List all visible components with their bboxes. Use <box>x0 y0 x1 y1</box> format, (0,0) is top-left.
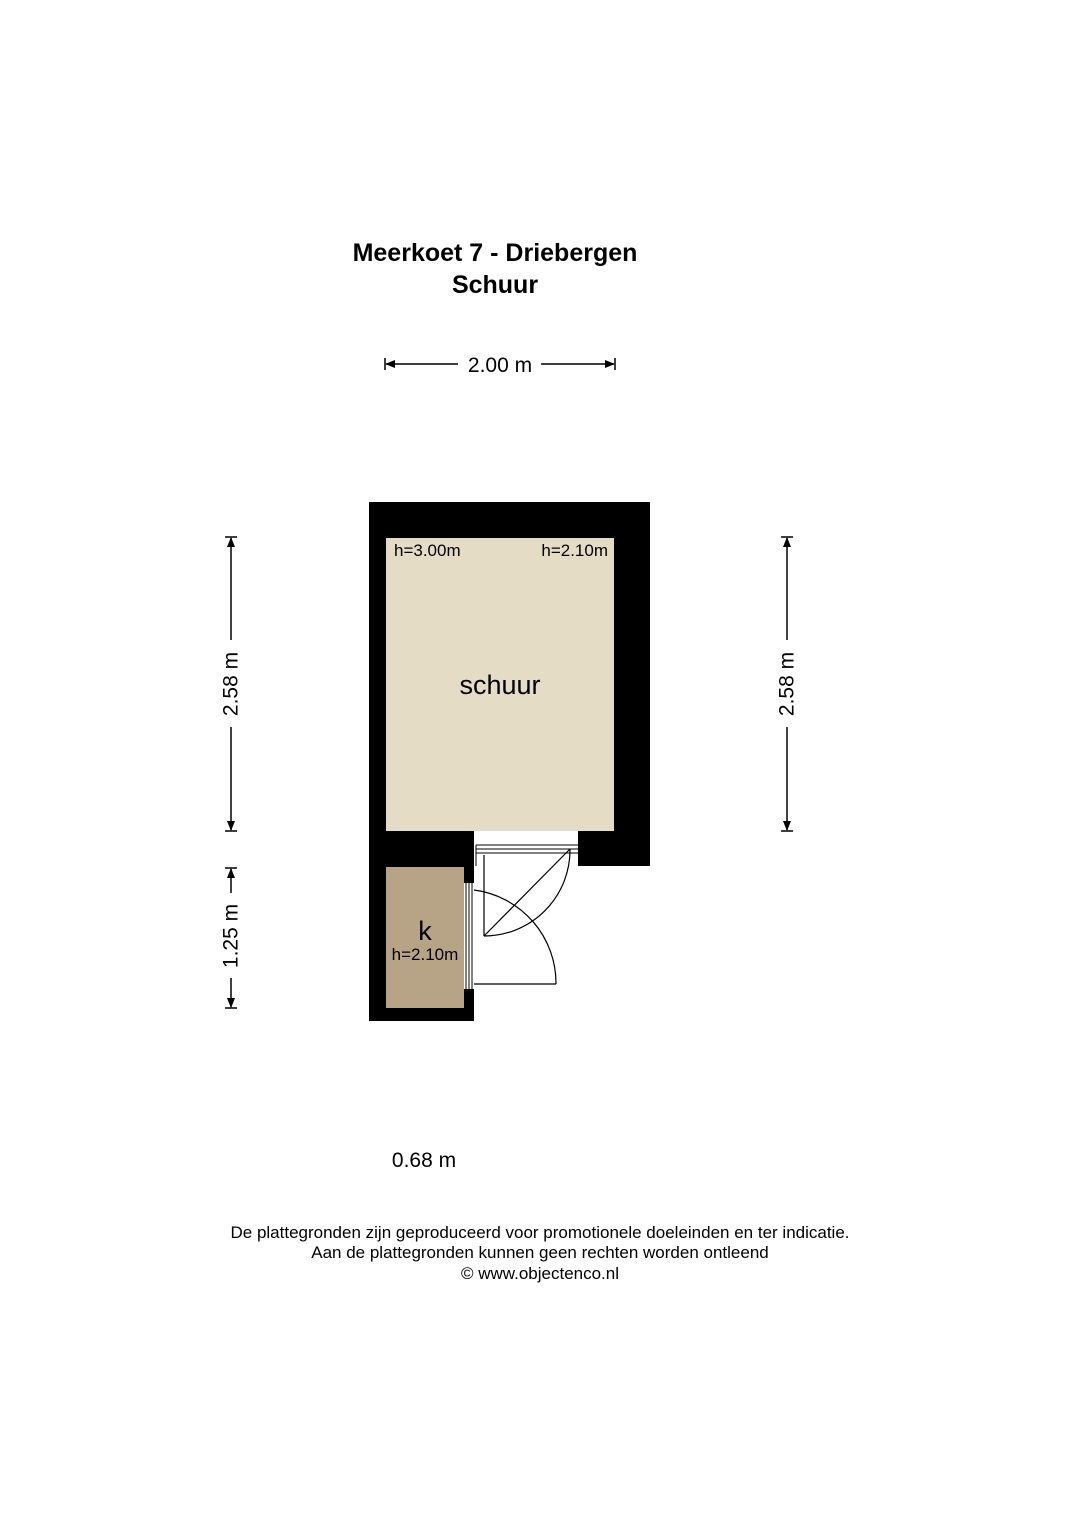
dimension-left-lower <box>220 868 243 1008</box>
dimension-top <box>385 354 615 377</box>
dimension-top-label: 2.00 m <box>467 354 533 377</box>
room-k-height: h=2.10m <box>391 945 459 964</box>
dimension-right-label: 2.58 m <box>775 651 799 717</box>
dimension-bottom-label: 0.68 m <box>391 1149 457 1172</box>
dimension-left-upper <box>220 537 243 831</box>
copyright-line: © www.objectenco.nl <box>460 1264 620 1283</box>
door-swings <box>474 849 570 984</box>
room-schuur-height-left: h=3.00m <box>394 541 461 560</box>
dimension-left-upper-label: 2.58 m <box>219 651 243 717</box>
room-schuur-label: schuur <box>459 670 541 700</box>
disclaimer-line-2: Aan de plattegronden kunnen geen rechten worden ontleend <box>311 1243 769 1262</box>
room-k-label: k <box>418 916 432 946</box>
dimension-right <box>776 537 799 831</box>
disclaimer-line-1: De plattegronden zijn geproduceerd voor promotionele doeleinden en ter indicatie. <box>230 1223 850 1242</box>
plan-address-title: Meerkoet 7 - Driebergen <box>352 239 638 267</box>
plan-floor-title: Schuur <box>451 271 539 299</box>
dimension-left-lower-label: 1.25 m <box>219 903 243 969</box>
room-schuur-height-right: h=2.10m <box>541 541 608 560</box>
